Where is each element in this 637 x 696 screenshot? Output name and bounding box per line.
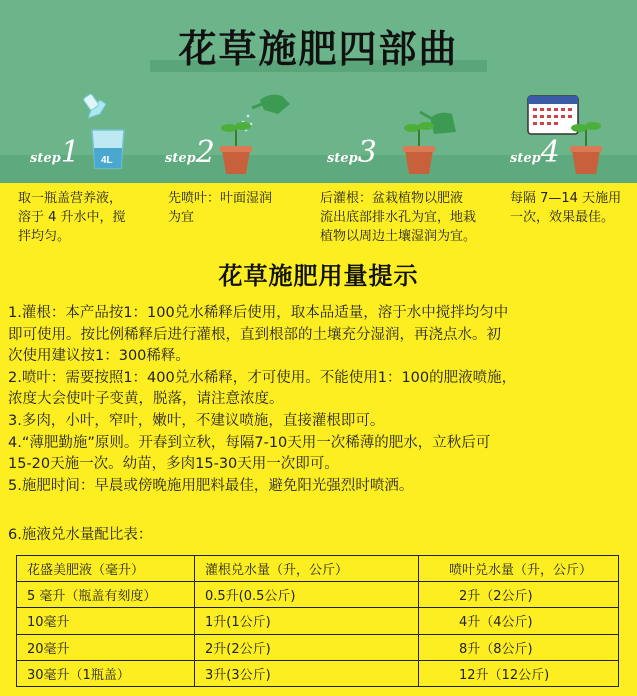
table-cell: 2升(2公斤): [195, 634, 419, 660]
step-4-line: 每隔 7—14 天施用: [510, 191, 622, 206]
step-1-number: 1: [60, 135, 80, 170]
step-3-line: 后灌根：盆栽植物以肥液: [320, 191, 464, 206]
instruction-line: 15-20天施一次。幼苗，多肉15-30天用一次即可。: [8, 456, 339, 473]
table-cell: 0.5升(0.5公斤): [195, 582, 419, 608]
instruction-line: 1.灌根：本产品按1：100兑水稀释后使用，取本品适量，溶于水中搅拌均匀中: [8, 305, 509, 321]
measuring-cup-icon: [83, 93, 124, 168]
instruction-line: 浓度大会使叶子变黄，脱落，请注意浓度。: [8, 391, 284, 408]
step-1-line: 取一瓶盖营养液，: [18, 191, 123, 206]
table-header-cell: 花盛美肥液（毫升）: [17, 556, 195, 582]
table-row: [17, 634, 619, 660]
instruction-line: 次使用建议按1：300稀释。: [8, 348, 190, 365]
table-header-cell: 喷叶兑水量（升，公斤）: [419, 556, 619, 582]
page-title: 花草施肥四部曲: [178, 27, 459, 71]
step-4-word: step: [510, 151, 541, 166]
step-3-text: [320, 189, 476, 246]
table-cell: 10毫升: [17, 608, 195, 634]
instruction-line: 5.施肥时间：早晨或傍晚施用肥料最佳，避免阳光强烈时喷洒。: [8, 477, 414, 494]
table-cell: 8升（8公斤): [419, 634, 619, 660]
step-3-word: step: [327, 151, 358, 166]
table-row: [17, 660, 619, 686]
instruction-line: 即可使用。按比例稀释后进行灌根，直到根部的土壤充分湿润，再浇点水。初: [8, 326, 501, 343]
step-3-number: 3: [357, 135, 377, 170]
instruction-line: 3.多肉，小叶，窄叶，嫩叶，不建议喷施，直接灌根即可。: [8, 412, 385, 429]
step-2-text: [168, 189, 272, 227]
table-cell: 3升(3公斤): [195, 660, 419, 686]
table-cell: 4升（4公斤): [419, 608, 619, 634]
step-1-word: step: [30, 151, 61, 166]
calendar-icon: [528, 96, 602, 174]
usage-instructions: [8, 303, 633, 497]
step-1-line: 拌均匀。: [18, 229, 71, 244]
step-3-line: 流出底部排水孔为宜，地栽: [320, 210, 477, 225]
step-1-line: 溶于 4 升水中，搅: [18, 210, 126, 225]
step-4-text: [510, 189, 621, 227]
step-2-number: 2: [195, 135, 215, 170]
table-header-cell: 灌根兑水量（升，公斤）: [195, 556, 419, 582]
step-illustrations: [0, 0, 637, 183]
table-row: [17, 608, 619, 634]
step-descriptions: [0, 183, 637, 248]
table-cell: 2升（2公斤): [419, 582, 619, 608]
step-2-line: 为宜: [168, 210, 195, 225]
step-2-word: step: [165, 151, 196, 166]
table-cell: 20毫升: [17, 634, 195, 660]
step-2-line: 先喷叶：叶面湿润: [168, 191, 273, 206]
header-banner: [0, 0, 637, 183]
table-cell: 30毫升（1瓶盖）: [17, 660, 195, 686]
instruction-line: 2.喷叶：需要按照1：400兑水稀释，才可使用。不能使用1：100的肥液喷施，: [8, 369, 517, 386]
sprinkling-can-icon: [403, 112, 456, 174]
table-title: 6.施液兑水量配比表：: [8, 527, 153, 543]
section-title: 花草施肥用量提示: [218, 262, 419, 290]
table-row: [17, 582, 619, 608]
step-4-line: 一次，效果最佳。: [510, 210, 615, 225]
cup-label: 4L: [101, 155, 113, 166]
table-header-row: [17, 556, 619, 582]
table-cell: 1升(1公斤): [195, 608, 419, 634]
watering-can-icon: [220, 95, 290, 174]
step-1-text: [18, 189, 126, 246]
step-3-line: 植物以周边土壤湿润为宜。: [320, 229, 477, 244]
step-4-number: 4: [540, 135, 560, 170]
instruction-line: 4.“薄肥勤施”原则。开春到立秋，每隔7-10天用一次稀薄的肥水，立秋后可: [8, 434, 491, 451]
table-cell: 5 毫升（瓶盖有刻度）: [17, 582, 195, 608]
table-cell: 12升（12公斤): [419, 660, 619, 686]
dilution-table: [16, 555, 619, 687]
